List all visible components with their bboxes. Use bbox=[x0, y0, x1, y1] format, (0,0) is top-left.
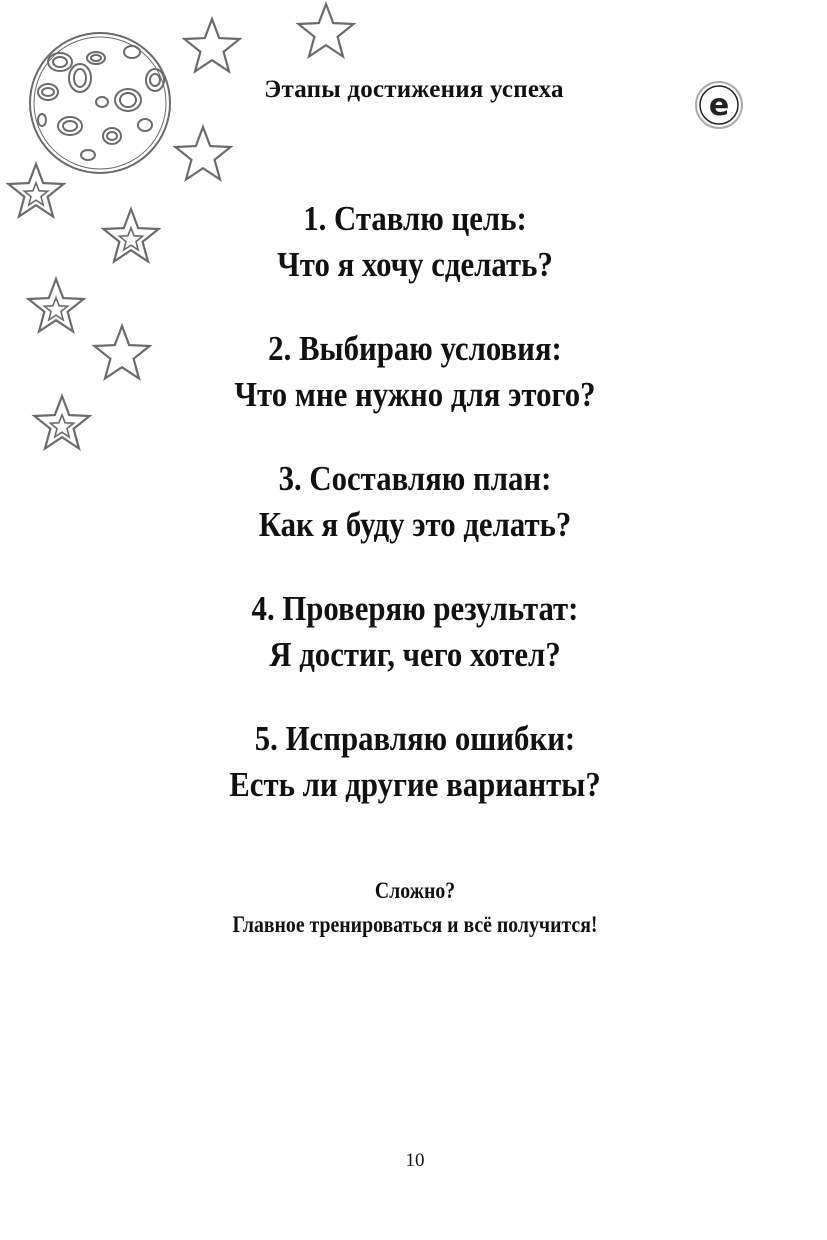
step-title: 5. Исправляю ошибки: bbox=[254, 719, 576, 758]
step-item bbox=[160, 586, 670, 678]
step-question: Я достиг, чего хотел? bbox=[269, 635, 561, 674]
page-title: Этапы достижения успеха bbox=[264, 76, 564, 103]
step-question: Как я буду это делать? bbox=[258, 505, 572, 544]
star-icon bbox=[8, 164, 63, 217]
page-number: 10 bbox=[405, 1150, 425, 1171]
star-inner-icon bbox=[50, 415, 73, 437]
star-inner-icon bbox=[24, 183, 47, 205]
publisher-logo-icon bbox=[694, 80, 744, 130]
footer-line-1: Сложно? bbox=[374, 878, 456, 903]
step-question: Есть ли другие варианты? bbox=[229, 765, 601, 804]
footer-line-2: Главное тренироваться и всё получится! bbox=[232, 912, 598, 937]
step-item bbox=[160, 326, 670, 418]
star-inner-icon bbox=[44, 298, 67, 320]
star-icon bbox=[184, 19, 239, 72]
logo-letter: e bbox=[708, 88, 730, 123]
star-icon bbox=[103, 209, 158, 262]
step-item bbox=[160, 196, 670, 288]
step-question: Что я хочу сделать? bbox=[277, 245, 553, 284]
steps-list bbox=[160, 196, 670, 846]
star-icon bbox=[175, 127, 230, 180]
star-icon bbox=[94, 326, 149, 379]
star-icon bbox=[34, 396, 89, 449]
moon-icon bbox=[30, 33, 170, 173]
step-title: 4. Проверяю результат: bbox=[251, 589, 579, 628]
step-item bbox=[160, 456, 670, 548]
star-icon bbox=[298, 4, 353, 57]
star-inner-icon bbox=[119, 228, 142, 250]
step-title: 1. Ставлю цель: bbox=[303, 199, 527, 238]
step-title: 3. Составляю план: bbox=[278, 459, 552, 498]
step-title: 2. Выбираю условия: bbox=[268, 329, 562, 368]
step-question: Что мне нужно для этого? bbox=[234, 375, 596, 414]
step-item bbox=[160, 716, 670, 808]
star-icon bbox=[28, 279, 83, 332]
footer-note bbox=[160, 874, 670, 942]
